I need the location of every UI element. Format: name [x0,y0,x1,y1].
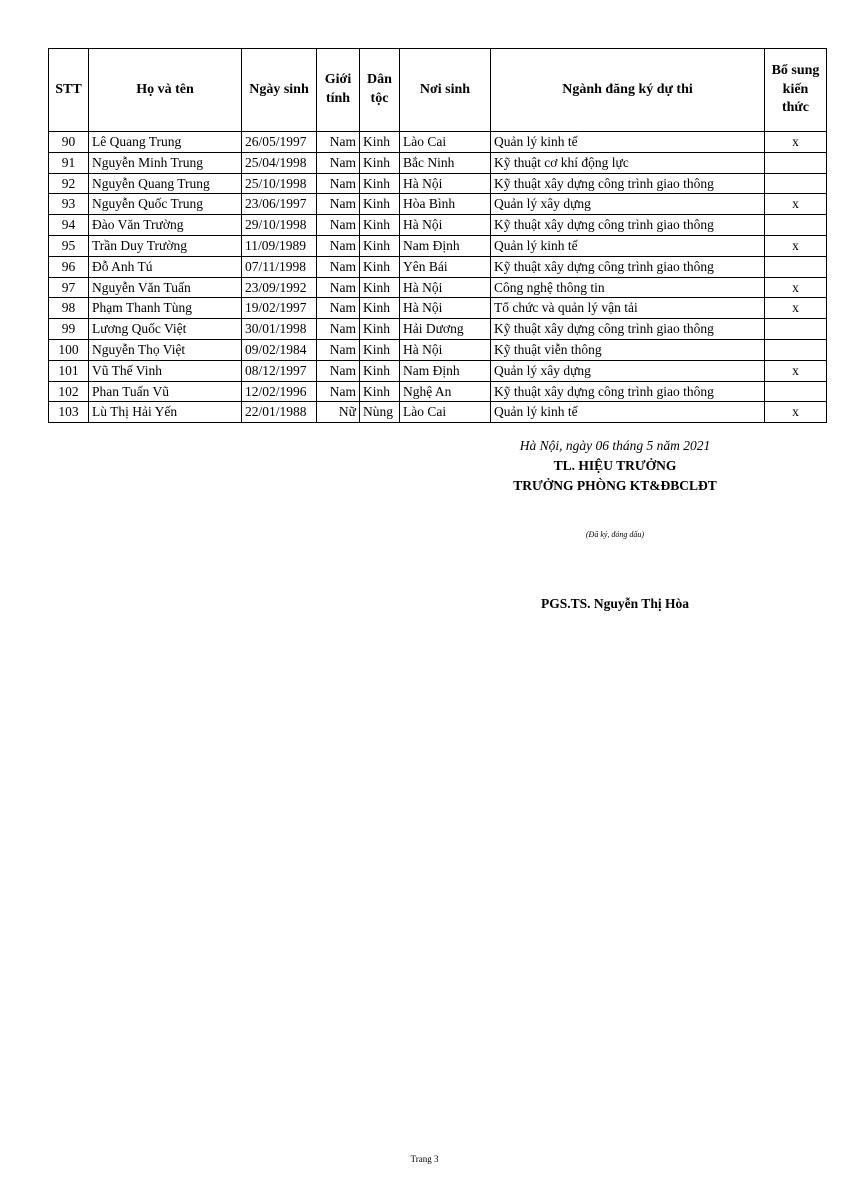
signature-date: Hà Nội, ngày 06 tháng 5 năm 2021 [519,438,711,453]
table-row [49,381,827,402]
cell-gender: Nam [317,256,360,277]
cell-gender: Nam [317,235,360,256]
cell-major: Quản lý kinh tế [491,132,765,153]
cell-name: Nguyễn Thọ Việt [89,339,242,360]
cell-supplement: x [765,194,827,215]
cell-name: Lương Quốc Việt [89,319,242,340]
cell-major: Quản lý kinh tế [491,235,765,256]
cell-major: Quản lý xây dựng [491,360,765,381]
cell-supplement [765,173,827,194]
table-row [49,173,827,194]
cell-supplement [765,256,827,277]
cell-birthplace: Hòa Bình [400,194,491,215]
cell-name: Phạm Thanh Tùng [89,298,242,319]
candidate-table [48,48,827,423]
cell-birthplace: Bắc Ninh [400,152,491,173]
cell-major: Kỹ thuật xây dựng công trình giao thông [491,319,765,340]
cell-birthplace: Nghệ An [400,381,491,402]
cell-name: Lù Thị Hải Yến [89,402,242,423]
table-row [49,402,827,423]
cell-birthplace: Nam Định [400,235,491,256]
cell-gender: Nam [317,277,360,298]
cell-supplement: x [765,298,827,319]
cell-stt: 97 [49,277,89,298]
signer-name: PGS.TS. Nguyễn Thị Hòa [541,596,689,611]
header-stt: STT [49,49,89,132]
cell-birthplace: Hà Nội [400,215,491,236]
cell-stt: 100 [49,339,89,360]
table-header-row [49,49,827,132]
cell-name: Trần Duy Trường [89,235,242,256]
cell-name: Nguyễn Minh Trung [89,152,242,173]
cell-birthplace: Hà Nội [400,277,491,298]
page-number: Trang 3 [410,1154,439,1164]
cell-gender: Nam [317,319,360,340]
cell-name: Nguyễn Quang Trung [89,173,242,194]
cell-supplement: x [765,402,827,423]
cell-stt: 98 [49,298,89,319]
cell-stt: 92 [49,173,89,194]
cell-stt: 95 [49,235,89,256]
cell-gender: Nữ [317,402,360,423]
cell-supplement: x [765,132,827,153]
cell-name: Nguyễn Quốc Trung [89,194,242,215]
cell-ethnicity: Kinh [360,256,400,277]
cell-name: Lê Quang Trung [89,132,242,153]
cell-stt: 94 [49,215,89,236]
cell-stt: 103 [49,402,89,423]
cell-supplement [765,319,827,340]
cell-supplement [765,381,827,402]
cell-major: Kỹ thuật xây dựng công trình giao thông [491,215,765,236]
cell-ethnicity: Kinh [360,339,400,360]
table-row [49,235,827,256]
header-gender: Giới tính [317,49,360,132]
cell-name: Nguyễn Văn Tuấn [89,277,242,298]
cell-name: Vũ Thế Vinh [89,360,242,381]
cell-dob: 07/11/1998 [242,256,317,277]
cell-major: Kỹ thuật xây dựng công trình giao thông [491,173,765,194]
cell-ethnicity: Nùng [360,402,400,423]
cell-gender: Nam [317,298,360,319]
cell-major: Kỹ thuật xây dựng công trình giao thông [491,256,765,277]
cell-dob: 08/12/1997 [242,360,317,381]
cell-ethnicity: Kinh [360,298,400,319]
cell-gender: Nam [317,132,360,153]
cell-gender: Nam [317,339,360,360]
table-row [49,298,827,319]
cell-dob: 26/05/1997 [242,132,317,153]
signed-note: (Đã ký, đóng dấu) [585,530,645,539]
cell-gender: Nam [317,215,360,236]
cell-stt: 91 [49,152,89,173]
cell-dob: 25/10/1998 [242,173,317,194]
cell-major: Kỹ thuật xây dựng công trình giao thông [491,381,765,402]
cell-gender: Nam [317,360,360,381]
cell-ethnicity: Kinh [360,319,400,340]
cell-ethnicity: Kinh [360,132,400,153]
cell-stt: 96 [49,256,89,277]
cell-supplement [765,339,827,360]
cell-supplement [765,215,827,236]
cell-dob: 12/02/1996 [242,381,317,402]
cell-birthplace: Hải Dương [400,319,491,340]
cell-dob: 19/02/1997 [242,298,317,319]
cell-ethnicity: Kinh [360,235,400,256]
cell-ethnicity: Kinh [360,194,400,215]
cell-name: Đào Văn Trường [89,215,242,236]
cell-birthplace: Nam Định [400,360,491,381]
cell-dob: 30/01/1998 [242,319,317,340]
cell-stt: 90 [49,132,89,153]
cell-ethnicity: Kinh [360,173,400,194]
table-row [49,152,827,173]
cell-name: Phan Tuấn Vũ [89,381,242,402]
cell-major: Kỹ thuật cơ khí động lực [491,152,765,173]
cell-birthplace: Lào Cai [400,132,491,153]
cell-stt: 99 [49,319,89,340]
cell-stt: 101 [49,360,89,381]
cell-ethnicity: Kinh [360,152,400,173]
table-row [49,194,827,215]
cell-major: Công nghệ thông tin [491,277,765,298]
cell-dob: 11/09/1989 [242,235,317,256]
cell-stt: 93 [49,194,89,215]
cell-dob: 22/01/1988 [242,402,317,423]
header-supplement: Bổ sung kiến thức [765,49,827,132]
cell-dob: 23/06/1997 [242,194,317,215]
cell-dob: 09/02/1984 [242,339,317,360]
cell-dob: 29/10/1998 [242,215,317,236]
cell-supplement [765,152,827,173]
table-row [49,277,827,298]
cell-gender: Nam [317,381,360,402]
header-major: Ngành đăng ký dự thi [491,49,765,132]
cell-major: Kỹ thuật viễn thông [491,339,765,360]
header-name: Họ và tên [89,49,242,132]
cell-supplement: x [765,235,827,256]
table-row [49,132,827,153]
cell-birthplace: Lào Cai [400,402,491,423]
cell-dob: 25/04/1998 [242,152,317,173]
cell-supplement: x [765,277,827,298]
cell-dob: 23/09/1992 [242,277,317,298]
cell-ethnicity: Kinh [360,277,400,298]
cell-birthplace: Yên Bái [400,256,491,277]
table-row [49,319,827,340]
cell-gender: Nam [317,152,360,173]
cell-ethnicity: Kinh [360,215,400,236]
cell-name: Đỗ Anh Tú [89,256,242,277]
cell-gender: Nam [317,194,360,215]
table-row [49,360,827,381]
cell-major: Quản lý xây dựng [491,194,765,215]
header-dob: Ngày sinh [242,49,317,132]
table-body [49,132,827,423]
table-row [49,256,827,277]
cell-stt: 102 [49,381,89,402]
cell-major: Quản lý kinh tế [491,402,765,423]
header-ethnicity: Dân tộc [360,49,400,132]
header-birthplace: Nơi sinh [400,49,491,132]
table-row [49,339,827,360]
cell-birthplace: Hà Nội [400,173,491,194]
cell-birthplace: Hà Nội [400,339,491,360]
cell-birthplace: Hà Nội [400,298,491,319]
cell-gender: Nam [317,173,360,194]
table-row [49,215,827,236]
cell-supplement: x [765,360,827,381]
signature-title-line1: TL. HIỆU TRƯỞNG [553,458,677,473]
signature-title-line2: TRƯỞNG PHÒNG KT&ĐBCLĐT [513,478,717,493]
cell-major: Tổ chức và quản lý vận tải [491,298,765,319]
cell-ethnicity: Kinh [360,360,400,381]
cell-ethnicity: Kinh [360,381,400,402]
